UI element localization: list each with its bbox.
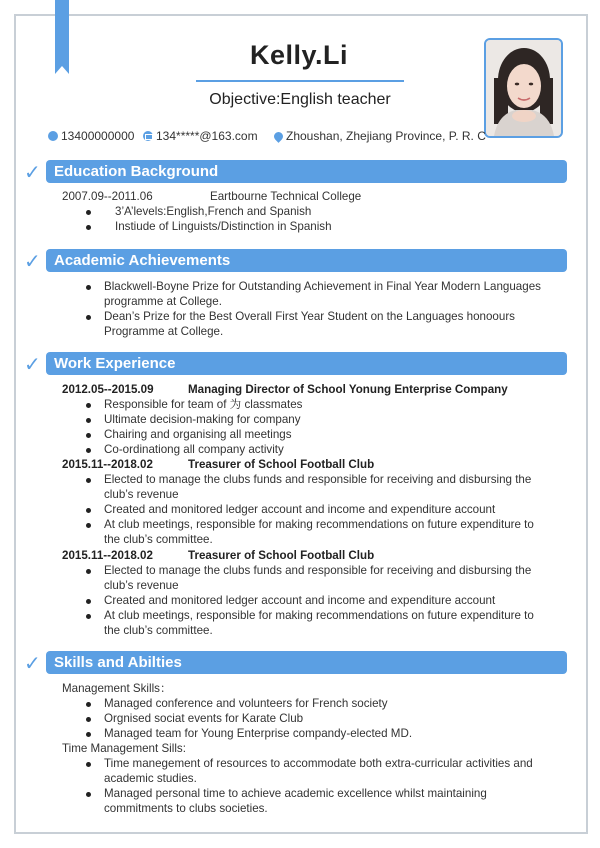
list-item-continued: the club’s committee.: [104, 624, 213, 637]
bullet-icon: [86, 614, 91, 619]
bullet-icon: [86, 702, 91, 707]
profile-photo: [484, 38, 563, 138]
list-item: Created and monitored ledger account and income and expenditure account: [104, 594, 496, 607]
bookmark-ribbon: [55, 0, 69, 66]
list-item-continued: Programme at College.: [104, 325, 224, 338]
list-item: At club meetings, responsible for making recommendations on future expenditure to: [104, 518, 534, 531]
bullet-icon: [86, 508, 91, 513]
list-item-continued: commitments to clubs societies.: [104, 802, 268, 815]
education-school: Eartbourne Technical College: [210, 190, 362, 203]
bullet-icon: [86, 418, 91, 423]
checkmark-icon: ✓: [24, 251, 41, 273]
objective: Objective:English teacher: [209, 91, 391, 108]
list-item-continued: club’s revenue: [104, 488, 179, 501]
list-item: Dean’s Prize for the Best Overall First Year Student on the Languages honoours: [104, 310, 515, 323]
contact-phone: [48, 129, 134, 143]
bullet-icon: [86, 403, 91, 408]
email-text: 134*****@163.com: [156, 129, 258, 143]
list-item: Instiude of Linguists/Distinction in Spanish: [115, 220, 332, 233]
address-text: Zhoushan, Zhejiang Province, P. R. C: [286, 129, 486, 143]
location-pin-icon: [272, 130, 285, 143]
list-item: Created and monitored ledger account and income and expenditure account: [104, 503, 496, 516]
list-item: Chairing and organising all meetings: [104, 428, 292, 441]
phone-icon: [48, 131, 58, 141]
mail-icon: [143, 131, 153, 141]
list-item: Co-ordinationg all company activity: [104, 443, 284, 456]
list-item: Ultimate decision-making for company: [104, 413, 301, 426]
list-item-continued: programme at College.: [104, 295, 222, 308]
list-item: Managed conference and volunteers for French society: [104, 697, 388, 710]
checkmark-icon: ✓: [24, 162, 41, 184]
phone-text: 13400000000: [61, 129, 135, 143]
bullet-icon: [86, 717, 91, 722]
candidate-name: Kelly.Li: [249, 40, 349, 70]
list-item: At club meetings, responsible for making recommendations on future expenditure to: [104, 609, 534, 622]
list-item: Responsible for team of 为 classmates: [104, 398, 303, 411]
list-item-continued: the club’s committee.: [104, 533, 213, 546]
list-item: Blackwell-Boyne Prize for Outstanding Achievement in Final Year Modern Languages: [104, 280, 541, 293]
section-title-education: Education Background: [46, 160, 567, 183]
bullet-icon: [86, 315, 91, 320]
job-role: Treasurer of School Football Club: [188, 549, 375, 562]
bullet-icon: [86, 225, 91, 230]
checkmark-icon: ✓: [24, 354, 41, 376]
skill-group-heading: Management Skills：: [62, 682, 172, 695]
list-item: Managed personal time to achieve academic excellence whilst maintaining: [104, 787, 487, 800]
list-item-continued: academic studies.: [104, 772, 197, 785]
job-role: Managing Director of School Yonung Enterprise Company: [188, 383, 508, 396]
bullet-icon: [86, 762, 91, 767]
bullet-icon: [86, 285, 91, 290]
list-item: Time manegement of resources to accommodate both extra-curricular activities and: [104, 757, 533, 770]
bullet-icon: [86, 210, 91, 215]
job-period: 2015.11--2018.02: [62, 549, 153, 562]
job-period: 2012.05--2015.09: [62, 383, 154, 396]
bullet-icon: [86, 523, 91, 528]
bullet-icon: [86, 599, 91, 604]
section-title-work: Work Experience: [46, 352, 567, 375]
bullet-icon: [86, 569, 91, 574]
skill-group-heading: Time Management Sills:: [62, 742, 186, 755]
job-role: Treasurer of School Football Club: [188, 458, 375, 471]
list-item: Elected to manage the clubs funds and responsible for receiving and disbursing the: [104, 473, 532, 486]
section-title-achievements: Academic Achievements: [46, 249, 567, 272]
bullet-icon: [86, 478, 91, 483]
education-period: 2007.09--2011.06: [62, 190, 153, 203]
list-item-continued: club’s revenue: [104, 579, 179, 592]
checkmark-icon: ✓: [24, 653, 41, 675]
bullet-icon: [86, 433, 91, 438]
section-title-skills: Skills and Abilties: [46, 651, 567, 674]
list-item: 3’A’levels:English,French and Spanish: [115, 205, 312, 218]
list-item: Elected to manage the clubs funds and responsible for receiving and disbursing the: [104, 564, 532, 577]
list-item: Orgnised sociat events for Karate Club: [104, 712, 304, 725]
list-item: Managed team for Young Enterprise compandy-elected MD.: [104, 727, 413, 740]
portrait-image: [486, 40, 561, 136]
contact-email: [143, 129, 258, 143]
name-underline: [196, 80, 404, 82]
contact-address: [274, 129, 486, 143]
bullet-icon: [86, 732, 91, 737]
bullet-icon: [86, 792, 91, 797]
bullet-icon: [86, 448, 91, 453]
job-period: 2015.11--2018.02: [62, 458, 153, 471]
